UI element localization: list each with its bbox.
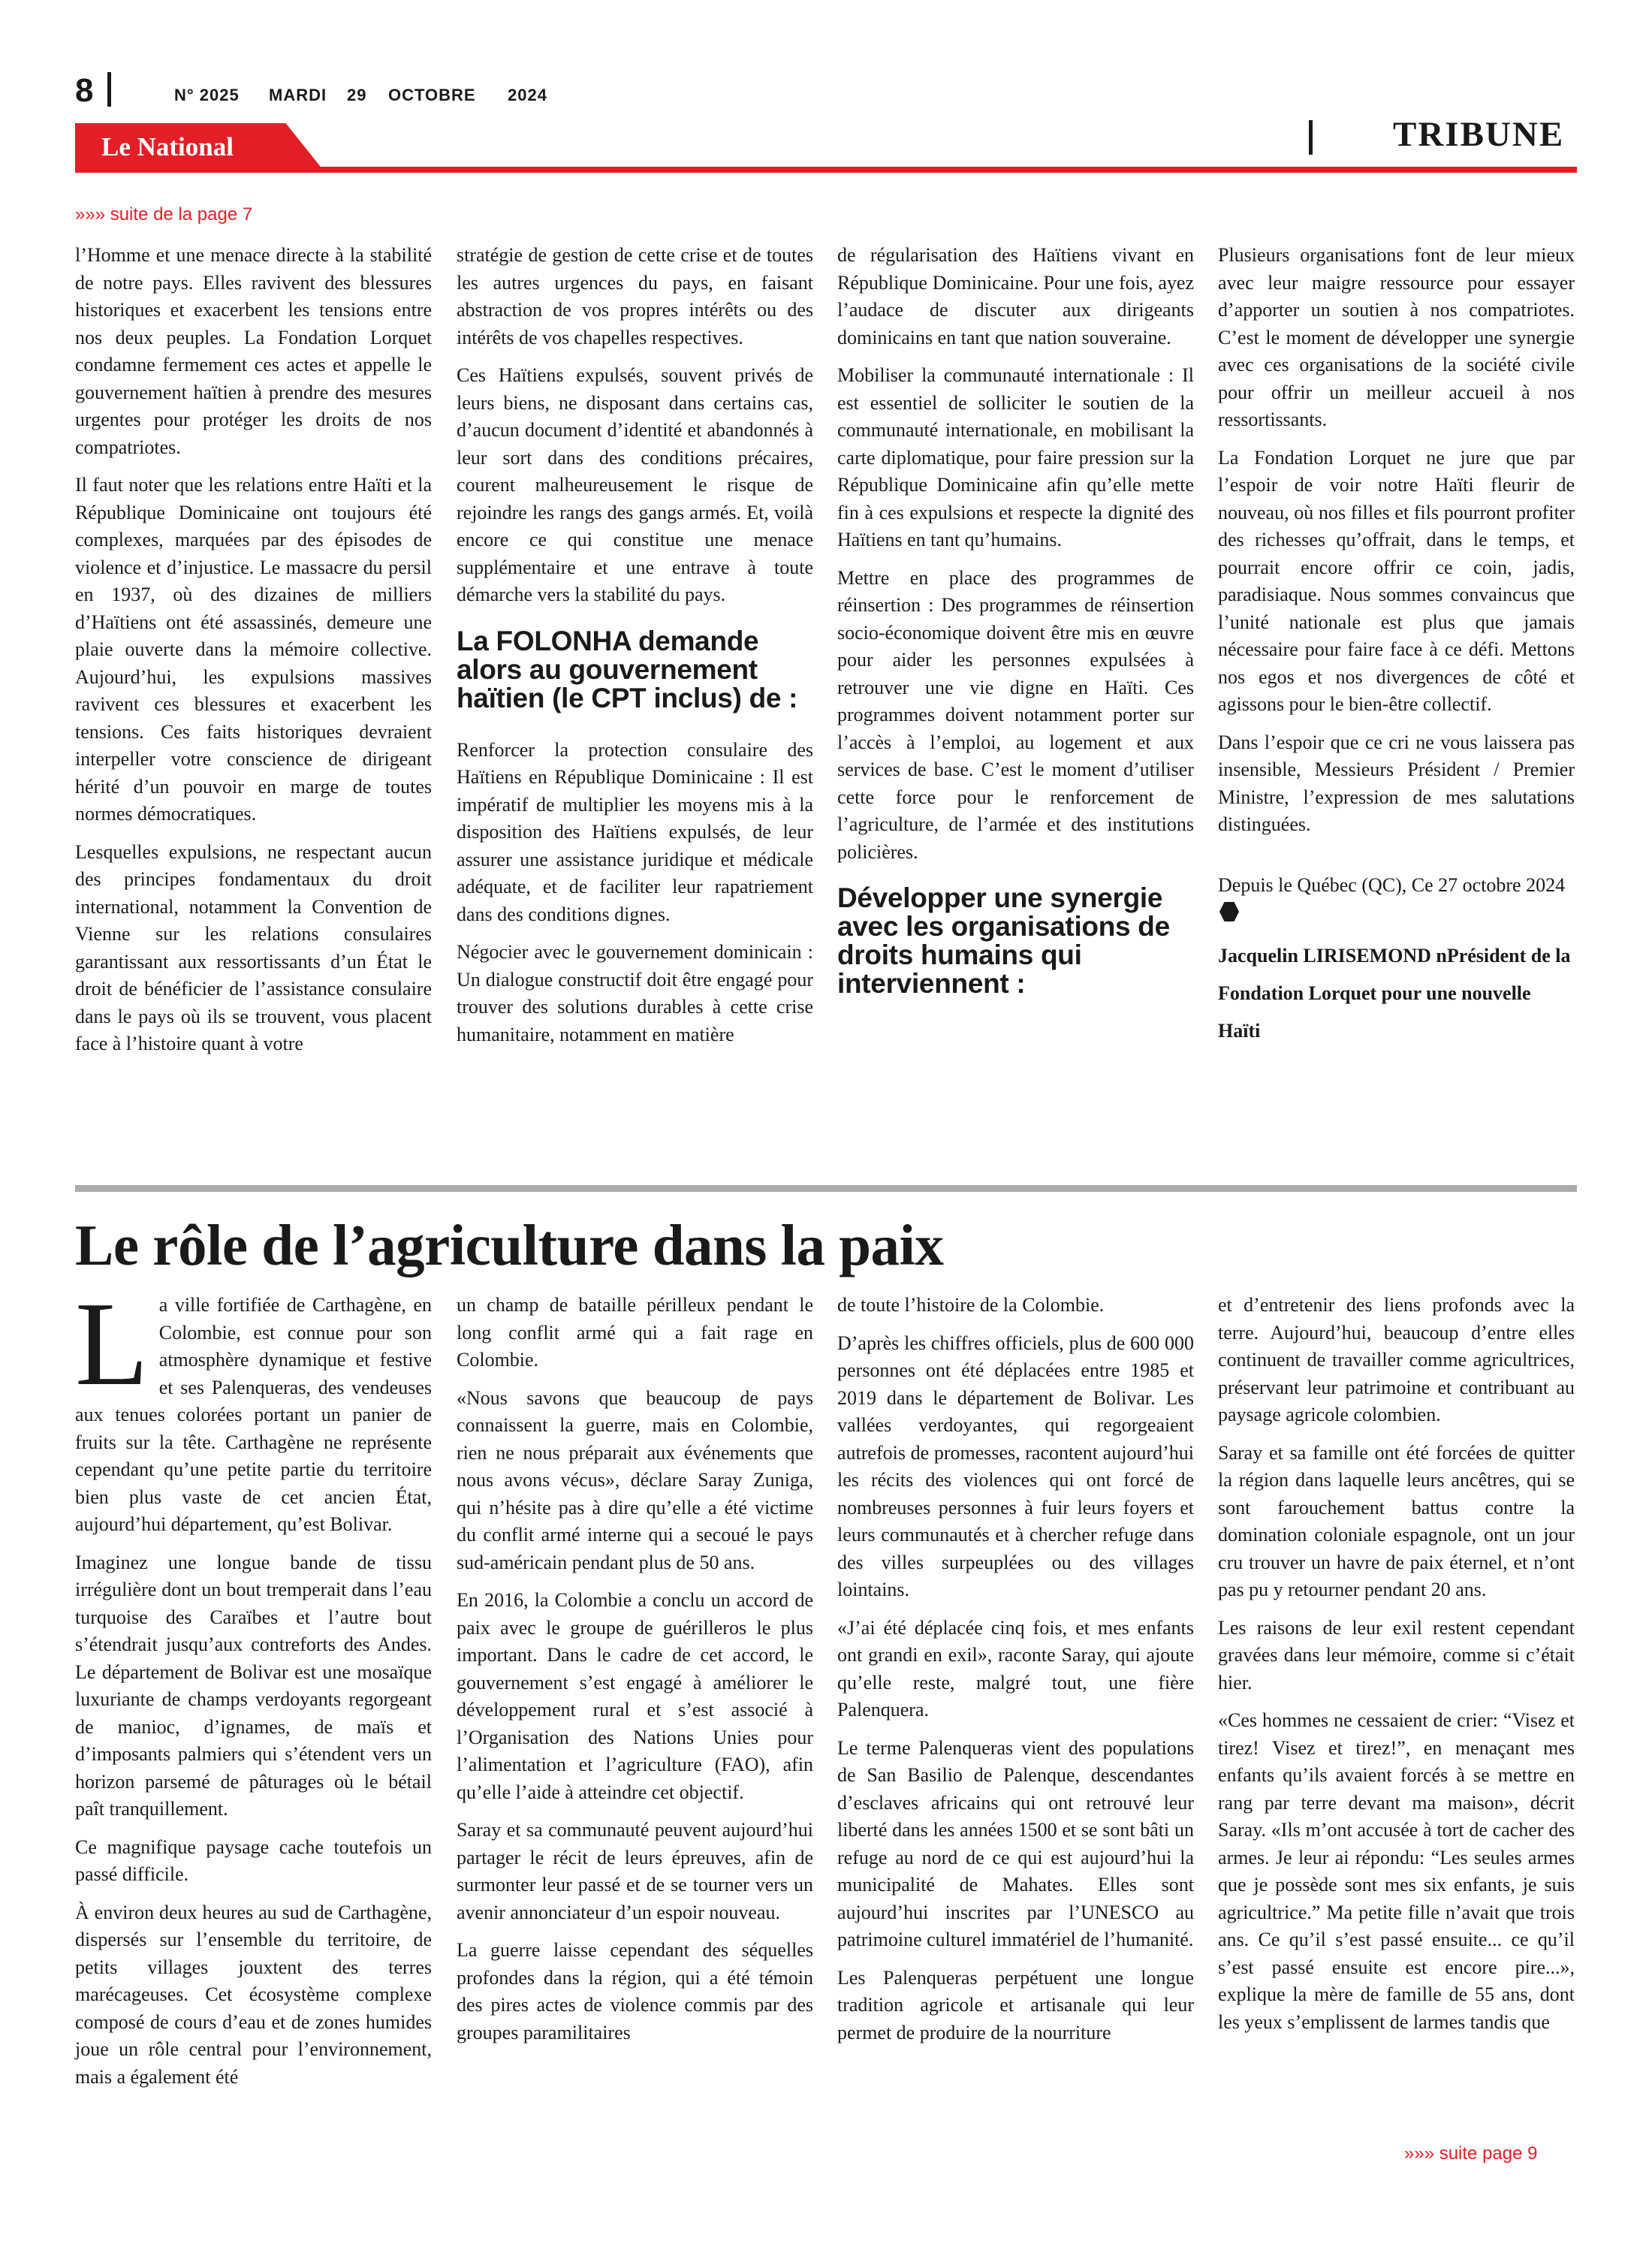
bottom-article-col-4 xyxy=(1218,1292,1575,2046)
paragraph: Imaginez une longue bande de tissu irrégulière dont un bout tremperait dans l’eau turquoise des Caraïbes et l’autre bout s’étendrait jusqu’aux contreforts des Andes. Le département de Bolivar est une mosaïque luxuriante de champs verdoyants regorgeant de manioc, d’ignames, de maïs et d’imposants palmiers qui s’étendent vers un horizon parsemé de pâturages où le bétail paît tranquillement. xyxy=(75,1551,432,1820)
article-title: Le rôle de l’agriculture dans la paix xyxy=(75,1213,944,1277)
issue-year: 2024 xyxy=(508,86,547,104)
bottom-article-col-1 xyxy=(75,1277,432,2101)
place-date-text: Depuis le Québec (QC), Ce 27 octobre 2024 xyxy=(1218,873,1566,896)
bottom-article-col-3 xyxy=(837,1292,1194,2057)
subheading: Développer une synergie avec les organisations de droits humains qui interviennent : xyxy=(837,882,1170,999)
issue-day: 29 xyxy=(347,86,367,104)
header-rule xyxy=(75,167,1577,173)
paragraph: La Fondation Lorquet ne jure que par l’espoir de voir notre Haïti fleurir de nouveau, où nos filles et fils pourront profiter des richesses qu’offrait, dans le temps, et pourrait encore offrir ce coin, jadis, paradisiaque. Nous sommes convaincus que l’unité nationale est plus que jamais nécessaire pour faire face à ce défi. Mettons nos egos et nos divergences de côté et agissons pour le bien-être collectif. xyxy=(1218,446,1575,715)
end-mark-icon xyxy=(1219,902,1239,921)
subheading: La FOLONHA demande alors au gouvernement haïtien (le CPT inclus) de : xyxy=(457,625,798,713)
paragraph: Les Palenqueras perpétuent une longue tradition agricole et artisanale qui leur permet de produire de la nourriture xyxy=(837,1966,1194,2043)
issue-month: OCTOBRE xyxy=(388,86,476,104)
paragraph: de régularisation des Haïtiens vivant en République Dominicaine. Pour une fois, ayez l’audace de discuter aux dirigeants dominicains en tant que nation souveraine. xyxy=(837,244,1194,348)
paragraph: Ce magnifique paysage cache toutefois un passé difficile. xyxy=(75,1835,432,1885)
paragraph: Le terme Palenqueras vient des populations de San Basilio de Palenque, descendantes d’esclaves africains qui ont retrouvé leur liberté dans les années 1500 et se sont bâti un refuge au nord de ce qui est aujourd’hui la municipalité de Mahates. Elles sont aujourd’hui inscrites par l’UNESCO au patrimoine culturel immatériel de l’humanité. xyxy=(837,1736,1194,1950)
top-article-col-3 xyxy=(837,242,1194,1022)
paragraph: l’Homme et une menace directe à la stabilité de notre pays. Elles ravivent des blessures historiques et exacerbent les tensions entre nos deux peuples. La Fondation Lorquet condamne fermement ces actes et appelle le gouvernement haïtien à prendre des mesures urgentes pour protéger les droits de nos compatriotes. xyxy=(75,244,432,458)
paragraph: Dans l’espoir que ce cri ne vous laissera pas insensible, Messieurs Président / Premier Ministre, l’expression de mes salutations distinguées. xyxy=(1218,731,1575,835)
paragraph: un champ de bataille périlleux pendant le long conflit armé qui a fait rage en Colombie. xyxy=(457,1294,813,1371)
issue-number: N° 2025 xyxy=(174,86,240,104)
paragraph: Négocier avec le gouvernement dominicain : Un dialogue constructif doit être engagé pour trouver des solutions durables à cette crise humanitaire, notamment en matière xyxy=(457,941,813,1045)
paragraph: «J’ai été déplacée cinq fois, et mes enfants ont grandi en exil», raconte Saray, qui ajoute qu’elle reste, malgré tout, une fière Palenquera. xyxy=(837,1616,1194,1721)
paragraph: À environ deux heures au sud de Carthagène, dispersés sur l’ensemble du territoire, de petits villages jouxtent des terres marécageuses. Cet écosystème complexe composé de cours d’eau et de zones humides joue un rôle central pour l’environnement, mais a également été xyxy=(75,1901,432,2088)
place-date xyxy=(1218,872,1575,927)
paragraph: Il faut noter que les relations entre Haïti et la République Dominicaine ont toujours été complexes, marquées par des épisodes de violence et d’injustice. Le massacre du persil en 1937, où des dizaines de milliers d’Haïtiens ont été assassinés, demeure une plaie ouverte dans la mémoire collective. Aujourd’hui, les expulsions massives ravivent ces blessures et exacerbent les tensions. Ces faits historiques devraient interpeller votre conscience de dirigeant hérité d’un pouvoir en marge de toutes normes démocratiques. xyxy=(75,474,432,825)
paragraph: Saray et sa famille ont été forcées de quitter la région dans laquelle leurs ancêtres, qui se sont farouchement battus contre la domination coloniale espagnole, ont un jour cru trouver un havre de paix éternel, et n’ont pas pu y retourner pendant 20 ans. xyxy=(1218,1441,1575,1600)
paragraph: Lesquelles expulsions, ne respectant aucun des principes fondamentaux du droit international, notamment la Convention de Vienne sur les relations consulaires garantissant aux ressortissants d’un État le droit de bénéficier de l’assistance consulaire dans le pays où ils se trouvent, vous placent face à l’histoire quant à votre xyxy=(75,840,432,1054)
page-number: 8 xyxy=(75,72,94,109)
section-divider xyxy=(1309,120,1313,155)
top-article-col-4 xyxy=(1218,242,1575,1060)
article-separator xyxy=(75,1185,1577,1192)
paragraph: Mobiliser la communauté internationale : Il est essentiel de solliciter le soutien de la communauté internationale, en mobilisant la carte diplomatique, pour faire pression sur la République Dominicaine afin qu’elle mette fin à ces expulsions et respecte la dignité des Haïtiens en tant qu’humains. xyxy=(837,364,1194,550)
bottom-article-col-2 xyxy=(457,1292,813,2057)
paragraph xyxy=(75,1277,432,1539)
signature: Jacquelin LIRISEMOND nPrésident de la Fondation Lorquet pour une nouvelle Haïti xyxy=(1218,944,1571,1042)
paragraph: La guerre laisse cependant des séquelles profondes dans la région, qui a été témoin des pires actes de violence commis par des groupes paramilitaires xyxy=(457,1939,813,2043)
paragraph: Mettre en place des programmes de réinsertion : Des programmes de réinsertion socio-économique doivent être mis en œuvre pour aider les personnes expulsées à retrouver une vie digne en Haïti. Ces programmes doivent notamment porter sur l’accès à l’emploi, au logement et aux services de base. C’est le moment d’utiliser cette force pour le renforcement de l’agriculture, de l’armée et des institutions policières. xyxy=(837,566,1194,863)
paragraph: En 2016, la Colombie a conclu un accord de paix avec le groupe de guérilleros le plus important. Dans le cadre de cet accord, le gouvernement s’est engagé à améliorer le développement rural et s’est associé à l’Organisation des Nations Unies pour l’alimentation et l’agriculture (FAO), afin qu’elle l’aide à atteindre cet objectif. xyxy=(457,1589,813,1803)
continued-from: »»» suite de la page 7 xyxy=(75,204,253,225)
paragraph: D’après les chiffres officiels, plus de 600 000 personnes ont été déplacées entre 1985 et 2019 dans le département de Bolivar. Les vallées verdoyantes, qui regorgeaient autrefois de promesses, racontent aujourd’hui les récits des violences qui ont forcé de nombreuses personnes à fuir leurs foyers et leurs communautés et à chercher refuge dans des villes surpeuplées ou des villages lointains. xyxy=(837,1332,1194,1600)
paragraph: Renforcer la protection consulaire des Haïtiens en République Dominicaine : Il est impératif de multiplier les moyens mis à la disposition des Haïtiens expulsés, de leur assurer une assistance juridique et médicale adéquate, et de faciliter leur rapatriement dans des conditions dignes. xyxy=(457,738,813,925)
paragraph: stratégie de gestion de cette crise et de toutes les autres urgences du pays, en faisant abstraction de vos propres intérêts ou des intérêts de vos chapelles respectives. xyxy=(457,244,813,348)
paragraph: «Nous savons que beaucoup de pays connaissent la guerre, mais en Colombie, rien ne nous préparait aux événements que nous avons vécus», déclare Saray Zuniga, qui n’hésite pas à dire qu’elle a été victime du conflit armé interne qui a secoué le pays sud-américain pendant plus de 50 ans. xyxy=(457,1386,813,1573)
header-divider xyxy=(107,72,111,107)
brand-logo: Le National xyxy=(101,132,234,161)
paragraph: Plusieurs organisations font de leur mieux avec leur maigre ressource pour essayer d’apporter un soutien à nos compatriotes. C’est le moment de développer une synergie avec ces organisations de la société civile pour offrir un meilleur accueil à nos ressortissants. xyxy=(1218,244,1575,430)
paragraph: de toute l’histoire de la Colombie. xyxy=(837,1294,1105,1316)
section-title: TRIBUNE xyxy=(1393,115,1565,154)
top-article-col-1 xyxy=(75,242,432,1069)
continued-to: »»» suite page 9 xyxy=(1404,2143,1538,2164)
paragraph: Les raisons de leur exil restent cependant gravées dans leur mémoire, comme si c’était hier. xyxy=(1218,1616,1575,1694)
paragraph: «Ces hommes ne cessaient de crier: “Visez et tirez! Visez et tirez!”, en menaçant mes enfants qu’ils avaient forcés à se mettre en rang par terre devant ma maison», décrit Saray. «Ils m’ont accusée à tort de cacher des armes. Je leur ai répondu: “Les seules armes que je possède sont mes six enfants, je suis agricultrice.” Ma petite fille n’avait que trois ans. Ce qu’il s’est passé ensuite... ce qu’il s’est passé ensuite est encore pire...», explique la mère de famille de 55 ans, dont les yeux s’emplissent de larmes tandis que xyxy=(1218,1709,1575,2033)
top-article-col-2 xyxy=(457,242,813,1059)
paragraph: et d’entretenir des liens profonds avec la terre. Aujourd’hui, beaucoup d’entre elles continuent de travailler comme agricultrices, préservant leur patrimoine et contribuant au paysage agricole colombien. xyxy=(1218,1294,1575,1425)
paragraph: Saray et sa communauté peuvent aujourd’hui partager le récit de leurs épreuves, afin de surmonter leur passé et de se tourner vers un avenir annonciateur d’un espoir nouveau. xyxy=(457,1819,813,1923)
paragraph-text: a ville fortifiée de Carthagène, en Colombie, est connue pour son atmosphère dynamique et festive et ses Palenqueras, des vendeuses aux tenues colorées portant un panier de fruits sur la tête. Carthagène ne représente cependant qu’une petite partie du territoire bien plus vaste de cet ancien État, aujourd’hui département, qu’est Bolivar. xyxy=(75,1294,432,1535)
issue-weekday: MARDI xyxy=(269,86,327,104)
drop-cap: L xyxy=(75,1277,149,1410)
paragraph: Ces Haïtiens expulsés, souvent privés de leurs biens, ne disposant dans certains cas, d’aucun document d’identité et abandonnés à leur sort dans des conditions précaires, courent malheureusement le risque de rejoindre les rangs des gangs armés. Et, voilà encore ce qui constitue une menace supplémentaire et une entrave à toute démarche vers la stabilité du pays. xyxy=(457,364,813,605)
